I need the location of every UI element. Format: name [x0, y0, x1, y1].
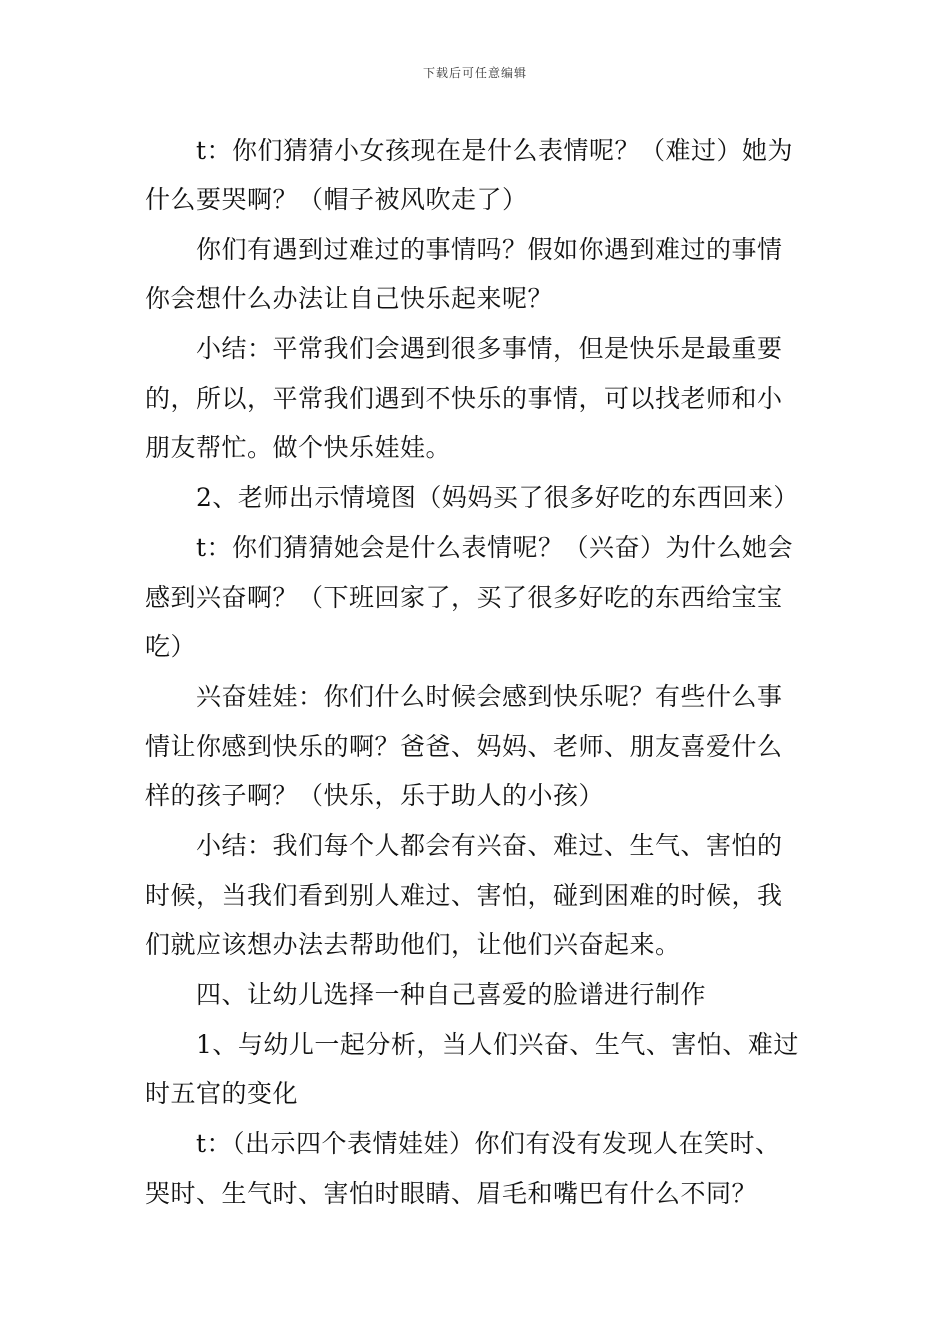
text-line: 兴奋娃娃：你们什么时候会感到快乐呢？有些什么事 — [196, 682, 783, 711]
text-line: 朋友帮忙。做个快乐娃娃。 — [145, 433, 452, 462]
text-line: t：（出示四个表情娃娃）你们有没有发现人在笑时、 — [196, 1129, 781, 1158]
text-line: t：你们猜猜她会是什么表情呢？（兴奋）为什么她会 — [196, 533, 794, 562]
text-line: 小结：平常我们会遇到很多事情，但是快乐是最重要 — [196, 334, 783, 363]
text-line: 你们有遇到过难过的事情吗？假如你遇到难过的事情 — [196, 235, 783, 264]
text-line: 小结：我们每个人都会有兴奋、难过、生气、害怕的 — [196, 831, 783, 860]
text-line: 四、让幼儿选择一种自己喜爱的脸谱进行制作 — [196, 980, 707, 1009]
text-line: 感到兴奋啊？（下班回家了，买了很多好吃的东西给宝宝 — [145, 583, 783, 612]
page-header: 下载后可任意编辑 — [422, 66, 527, 80]
text-line: 时五官的变化 — [145, 1079, 299, 1108]
text-line: 样的孩子啊？（快乐，乐于助人的小孩） — [145, 781, 605, 810]
text-line: 什么要哭啊？（帽子被风吹走了） — [145, 185, 528, 214]
text-line: 1、与幼儿一起分析，当人们兴奋、生气、害怕、难过 — [196, 1030, 799, 1059]
text-line: 时候，当我们看到别人难过、害怕，碰到困难的时候，我 — [145, 881, 783, 910]
text-line: 你会想什么办法让自己快乐起来呢？ — [145, 284, 554, 313]
text-line: 哭时、生气时、害怕时眼睛、眉毛和嘴巴有什么不同？ — [145, 1179, 758, 1208]
text-line: 2、老师出示情境图（妈妈买了很多好吃的东西回来） — [196, 483, 799, 512]
text-line: t：你们猜猜小女孩现在是什么表情呢？（难过）她为 — [196, 136, 794, 165]
text-line: 的，所以，平常我们遇到不快乐的事情，可以找老师和小 — [145, 384, 783, 413]
text-line: 们就应该想办法去帮助他们，让他们兴奋起来。 — [145, 930, 681, 959]
text-line: 情让你感到快乐的啊？爸爸、妈妈、老师、朋友喜爱什么 — [145, 732, 783, 761]
text-line: 吃） — [145, 632, 197, 661]
